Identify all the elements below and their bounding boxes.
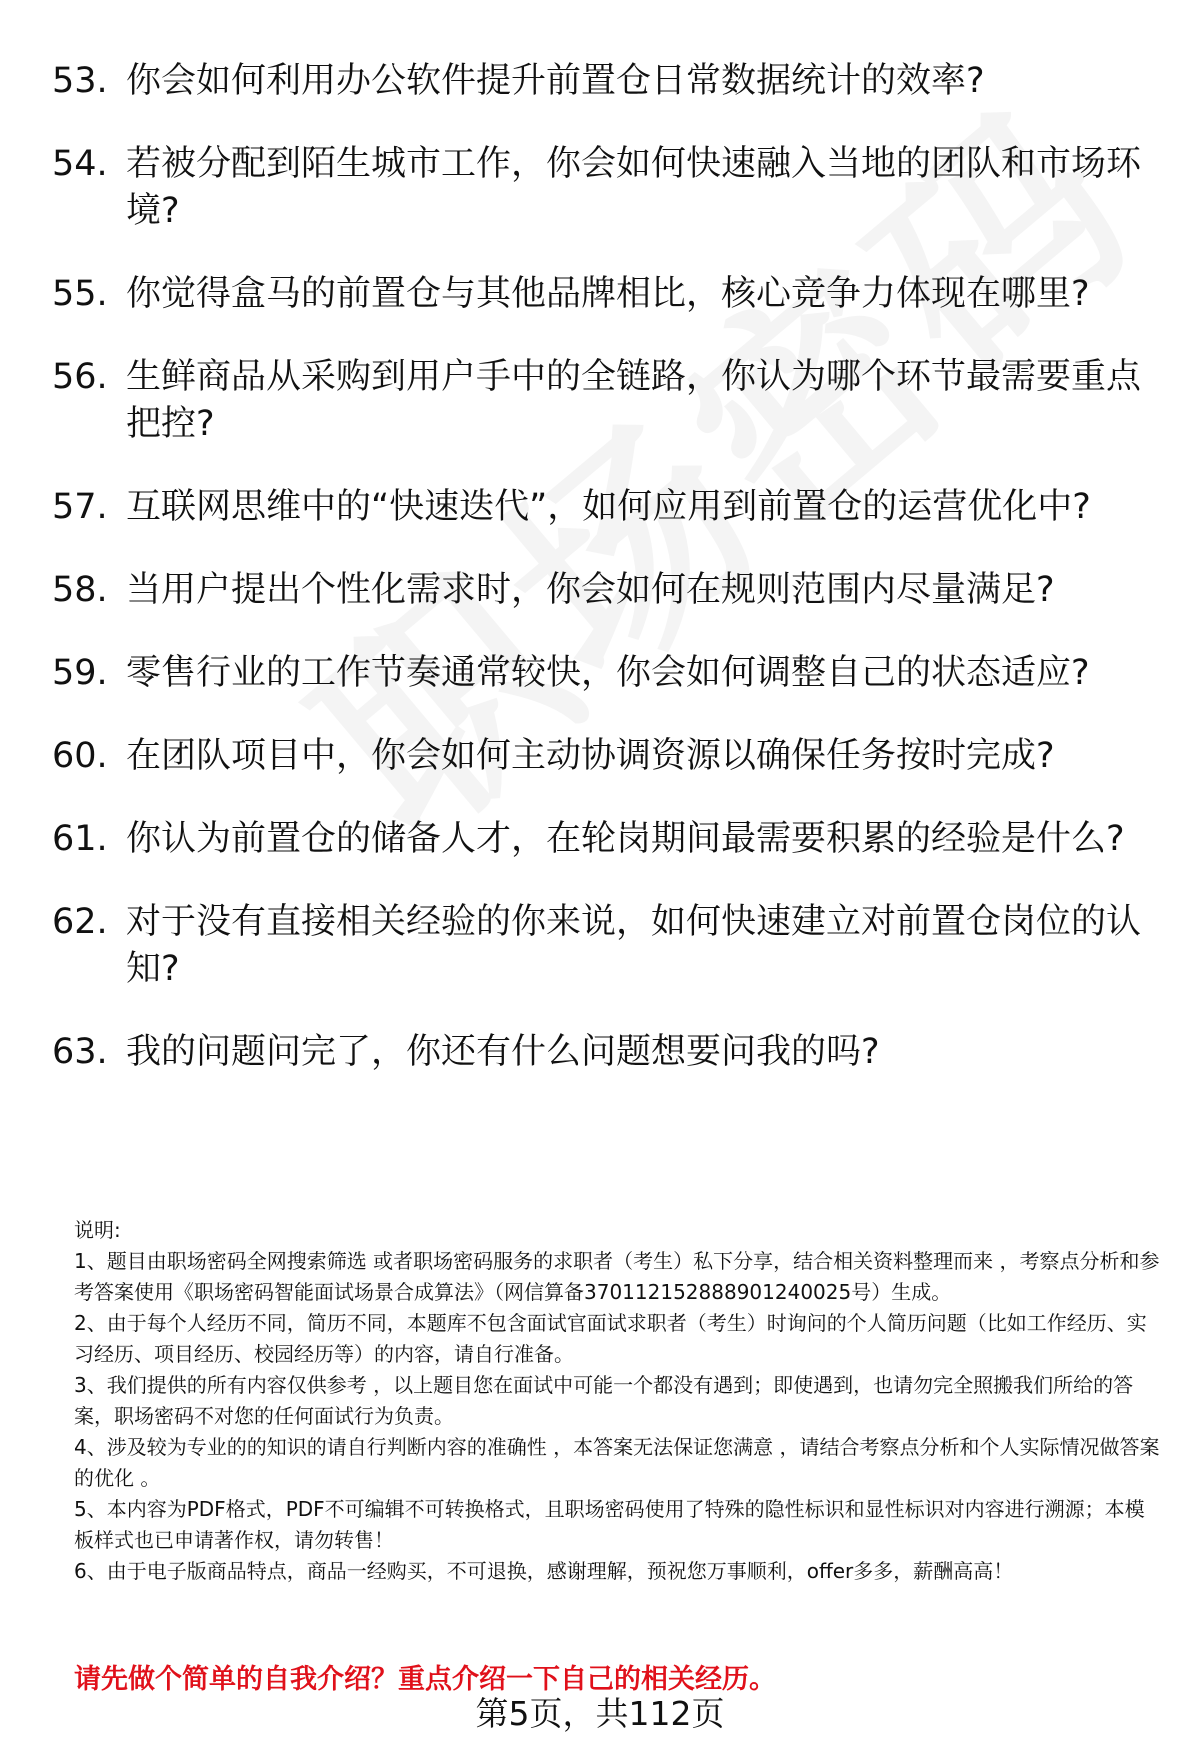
question-item xyxy=(52,733,1152,780)
question-text: 我的问题问完了，你还有什么问题想要问我的吗? xyxy=(126,1032,880,1072)
note-item: 2、由于每个人经历不同，简历不同，本题库不包含面试官面试求职者（考生）时询问的个人简历问题（比如工作经历、实习经历、项目经历、校园经历等）的内容，请自行准备。 xyxy=(74,1311,1147,1366)
question-item xyxy=(52,650,1152,697)
question-number: 62. xyxy=(52,902,108,942)
question-item xyxy=(52,1029,1152,1076)
question-number: 55. xyxy=(52,274,108,314)
question-item xyxy=(52,816,1152,863)
note-item: 5、本内容为PDF格式，PDF不可编辑不可转换格式，且职场密码使用了特殊的隐性标识和显性标识对内容进行溯源；本模板样式也已申请著作权，请勿转售！ xyxy=(74,1497,1145,1552)
question-number: 58. xyxy=(52,570,108,610)
highlight-question: 请先做个简单的自我介绍？重点介绍一下自己的相关经历。 xyxy=(74,1664,776,1695)
question-number: 60. xyxy=(52,736,108,776)
notes-title: 说明: xyxy=(74,1218,121,1242)
question-text: 对于没有直接相关经验的你来说，如何快速建立对前置仓岗位的认知? xyxy=(126,902,1142,989)
question-item xyxy=(52,899,1152,993)
note-item: 3、我们提供的所有内容仅供参考 ，以上题目您在面试中可能一个都没有遇到；即使遇到，也请勿完全照搬我们所给的答案，职场密码不对您的任何面试行为负责。 xyxy=(74,1373,1134,1428)
question-list xyxy=(52,58,1152,1112)
question-item xyxy=(52,484,1152,531)
question-text: 互联网思维中的“快速迭代”，如何应用到前置仓的运营优化中? xyxy=(126,487,1091,527)
question-number: 63. xyxy=(52,1032,108,1072)
question-text: 在团队项目中，你会如何主动协调资源以确保任务按时完成? xyxy=(126,736,1055,776)
question-number: 56. xyxy=(52,357,108,397)
question-number: 57. xyxy=(52,487,108,527)
question-text: 若被分配到陌生城市工作，你会如何快速融入当地的团队和市场环境? xyxy=(126,144,1142,231)
page-number: 第5页，共112页 xyxy=(475,1694,725,1733)
question-text: 生鲜商品从采购到用户手中的全链路，你认为哪个环节最需要重点把控? xyxy=(126,357,1142,444)
question-item xyxy=(52,58,1152,105)
question-text: 当用户提出个性化需求时，你会如何在规则范围内尽量满足? xyxy=(126,570,1055,610)
question-number: 59. xyxy=(52,653,108,693)
note-item: 1、题目由职场密码全网搜索筛选 或者职场密码服务的求职者（考生）私下分享，结合相关资料整理而来 ，考察点分析和参考答案使用《职场密码智能面试场景合成算法》（网信算备370112152888901240025号）生成。 xyxy=(74,1249,1160,1304)
notes-section xyxy=(74,1215,1160,1587)
question-item xyxy=(52,354,1152,448)
question-number: 53. xyxy=(52,61,108,101)
question-text: 零售行业的工作节奏通常较快，你会如何调整自己的状态适应? xyxy=(126,653,1090,693)
question-number: 61. xyxy=(52,819,108,859)
question-number: 54. xyxy=(52,144,108,184)
note-item: 6、由于电子版商品特点，商品一经购买，不可退换，感谢理解，预祝您万事顺利，offer多多，薪酬高高！ xyxy=(74,1559,1014,1583)
question-item xyxy=(52,271,1152,318)
question-text: 你认为前置仓的储备人才，在轮岗期间最需要积累的经验是什么? xyxy=(126,819,1125,859)
question-text: 你觉得盒马的前置仓与其他品牌相比，核心竞争力体现在哪里? xyxy=(126,274,1090,314)
question-item xyxy=(52,567,1152,614)
note-item: 4、涉及较为专业的的知识的请自行判断内容的准确性 ，本答案无法保证您满意 ，请结合考察点分析和个人实际情况做答案的优化 。 xyxy=(74,1435,1160,1490)
question-text: 你会如何利用办公软件提升前置仓日常数据统计的效率? xyxy=(126,61,985,101)
question-item xyxy=(52,141,1152,235)
